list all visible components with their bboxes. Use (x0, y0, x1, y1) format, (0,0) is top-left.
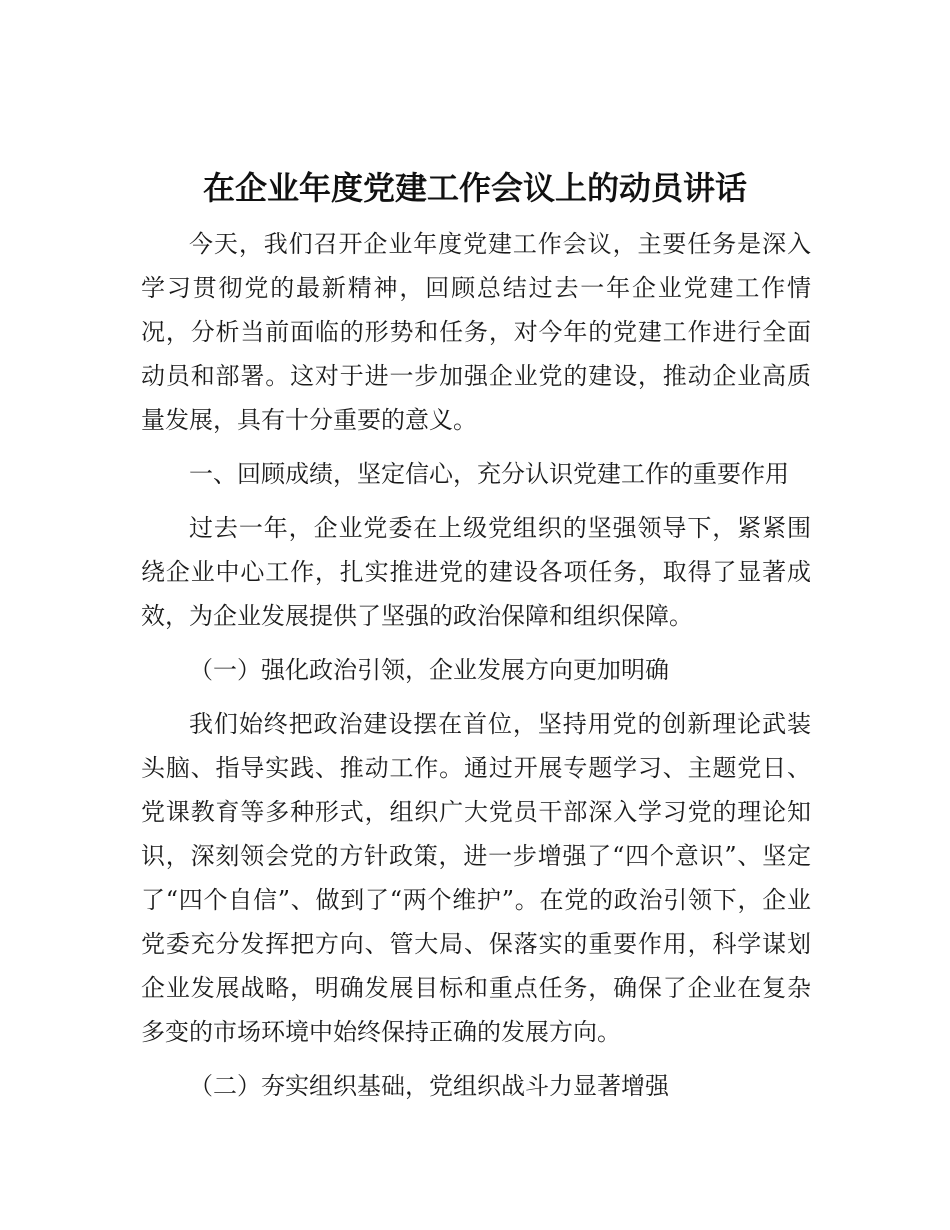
intro-paragraph: 今天，我们召开企业年度党建工作会议，主要任务是深入学习贯彻党的最新精神，回顾总结过去一年企业党建工作情况，分析当前面临的形势和任务，对今年的党建工作进行全面动员和部署。这对于进一步加强企业党的建设，推动企业高质量发展，具有十分重要的意义。 (141, 230, 811, 434)
section-1-paragraph: 过去一年，企业党委在上级党组织的坚强领导下，紧紧围绕企业中心工作，扎实推进党的建设各项任务，取得了显著成效，为企业发展提供了坚强的政治保障和组织保障。 (141, 514, 811, 630)
subsection-1-paragraph: 我们始终把政治建设摆在首位，坚持用党的创新理论武装头脑、指导实践、推动工作。通过开展专题学习、主题党日、党课教育等多种形式，组织广大党员干部深入学习党的理论知识，深刻领会党的方针政策，进一步增强了“四个意识”、坚定了“四个自信”、做到了“两个维护”。在党的政治引领下，企业党委充分发挥把方向、管大局、保落实的重要作用，科学谋划企业发展战略，明确发展目标和重点任务，确保了企业在复杂多变的市场环境中始终保持正确的发展方向。 (141, 710, 811, 1046)
document-title: 在企业年度党建工作会议上的动员讲话 (202, 169, 747, 207)
section-heading-1: 一、回顾成绩，坚定信心，充分认识党建工作的重要作用 (189, 460, 789, 488)
subsection-heading-1: （一）强化政治引领，企业发展方向更加明确 (189, 656, 669, 684)
document-body (141, 222, 811, 1118)
subsection-heading-2: （二）夯实组织基础，党组织战斗力显著增强 (189, 1072, 669, 1100)
